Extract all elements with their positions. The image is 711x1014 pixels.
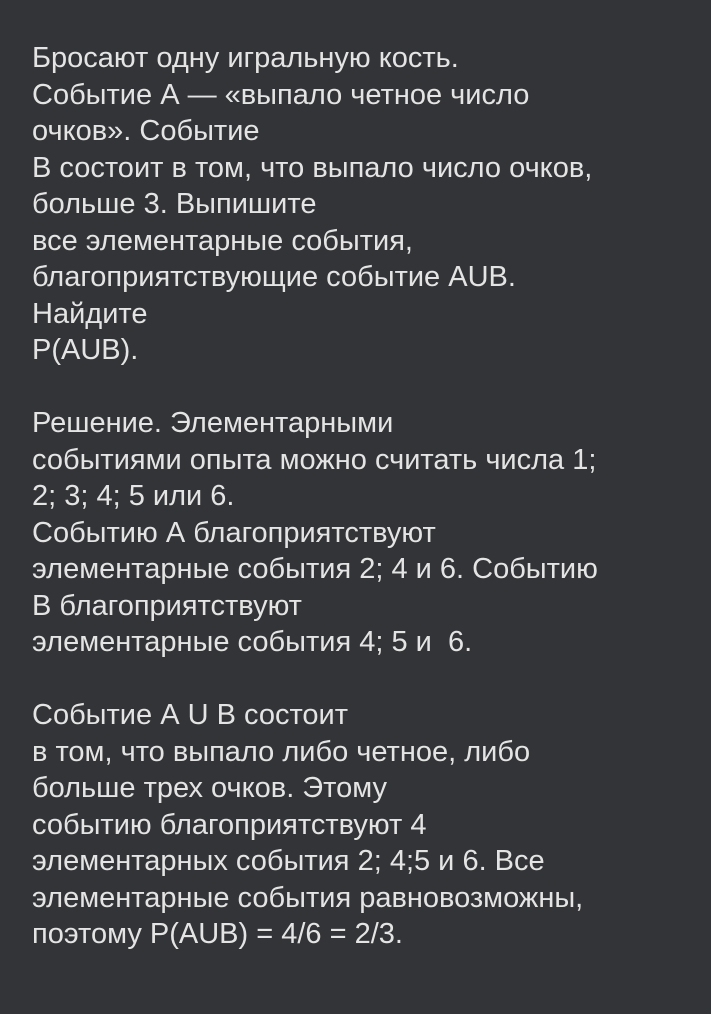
text-line: В состоит в том, что выпало число очков, bbox=[32, 151, 593, 184]
text-line: В благоприятствуют bbox=[32, 589, 302, 622]
text-line: P(AUB). bbox=[32, 334, 139, 366]
text-line: больше 3. Выпишите bbox=[32, 188, 317, 220]
text-line: Событие А U В состоит bbox=[32, 699, 349, 731]
document-body bbox=[32, 40, 702, 953]
problem-paragraph bbox=[32, 40, 702, 369]
text-line: Событие А — «выпало четное число bbox=[32, 78, 530, 111]
text-line: элементарные события равновозможны, bbox=[32, 881, 584, 914]
text-line: больше трех очков. Этому bbox=[32, 772, 387, 804]
text-line: Решение. Элементарными bbox=[32, 407, 394, 439]
text-line: элементарные события 2; 4 и 6. Событию bbox=[32, 553, 598, 585]
text-line: элементарные события 4; 5 и 6. bbox=[32, 626, 473, 658]
text-line: событиями опыта можно считать числа 1; bbox=[32, 443, 597, 476]
text-line: очков». Событие bbox=[32, 115, 260, 147]
text-line: элементарных события 2; 4;5 и 6. Все bbox=[32, 845, 545, 877]
text-line: поэтому P(AUB) = 4/6 = 2/3. bbox=[32, 918, 403, 950]
conclusion-paragraph bbox=[32, 697, 702, 953]
text-line: Найдите bbox=[32, 297, 148, 330]
text-line: все элементарные события, bbox=[32, 224, 413, 257]
text-line: 2; 3; 4; 5 или 6. bbox=[32, 480, 235, 512]
text-line: Событию А благоприятствуют bbox=[32, 516, 436, 549]
paragraph-gap bbox=[32, 369, 702, 406]
text-line: Бросают одну игральную кость. bbox=[32, 42, 459, 74]
text-line: в том, что выпало либо четное, либо bbox=[32, 735, 531, 768]
paragraph-gap bbox=[32, 661, 702, 698]
text-line: событию благоприятствуют 4 bbox=[32, 808, 427, 841]
text-line: благоприятствующие событие AUB. bbox=[32, 261, 516, 293]
solution-paragraph bbox=[32, 405, 702, 661]
